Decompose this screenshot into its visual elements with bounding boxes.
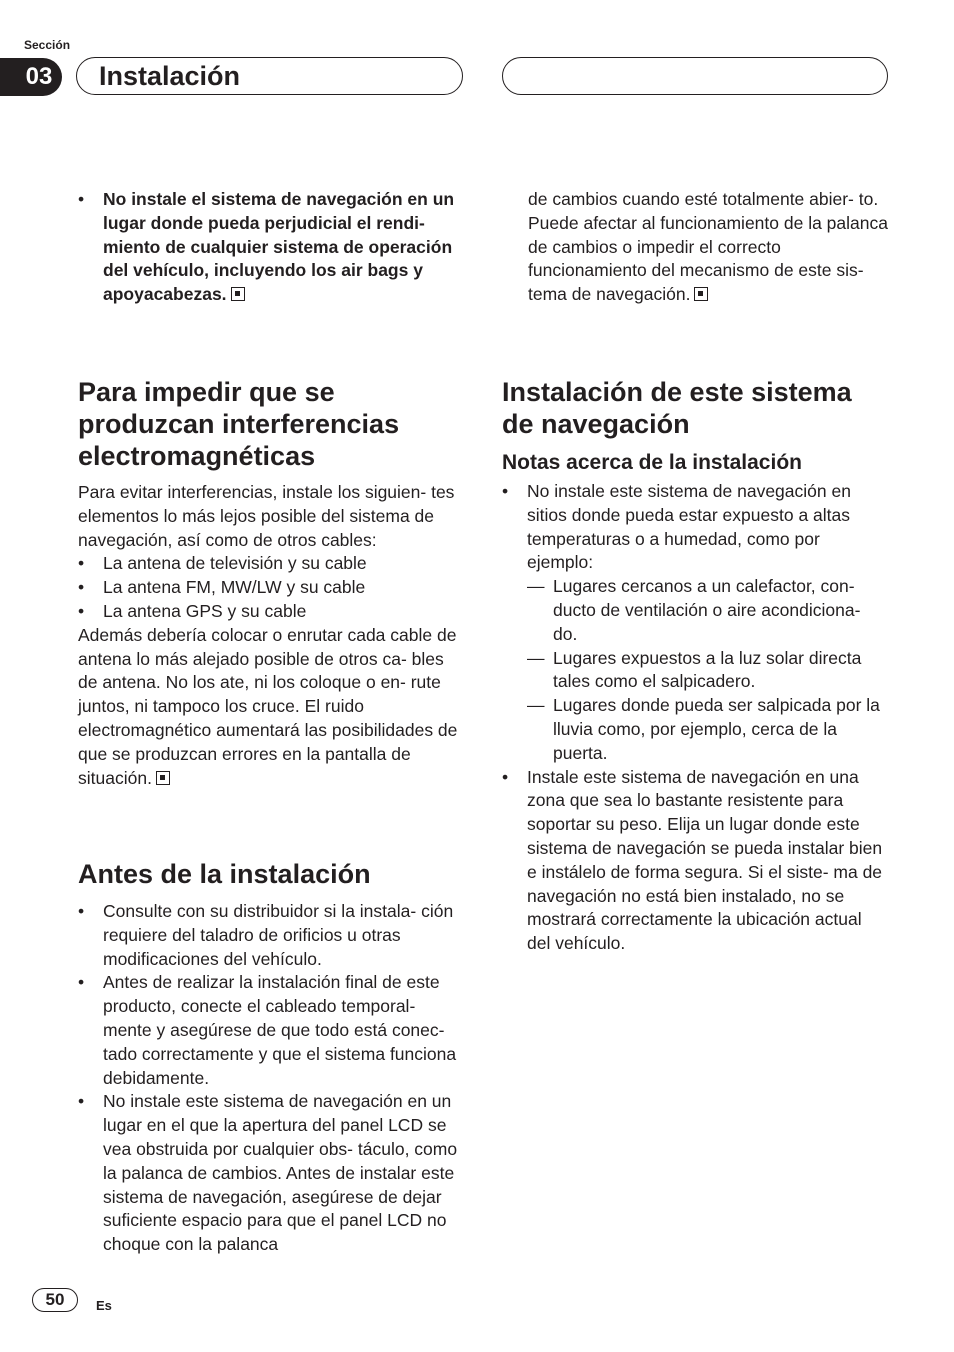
dash-glyph: —	[527, 695, 545, 716]
install-section	[502, 376, 888, 956]
bullet-glyph: •	[502, 481, 509, 501]
language-code: Es	[96, 1298, 112, 1313]
list-item-text: No instale este sistema de navegación en un lugar en el que la apertura del panel LCD se vea obstruida por cualquier obs- táculo, como la palanca de cambios. Antes de instalar este sistema de navegación, asegúrese de dejar suficiente espacio para que el panel LCD no choque con la palanca	[103, 1091, 458, 1255]
end-mark-icon	[156, 771, 170, 785]
left-top-block	[78, 188, 464, 307]
sub-list-item-text: Lugares expuestos a la luz solar directa tales como el salpicadero.	[553, 647, 862, 692]
list-item	[502, 480, 888, 575]
sub-list-item	[502, 694, 888, 765]
interference-section	[78, 376, 464, 790]
sub-list-item-text: Lugares cercanos a un calefactor, con- ducto de ventilación o aire acondiciona- do.	[553, 576, 861, 644]
list-item-text: No instale este sistema de navegación en sitios donde pueda estar expuesto a altas temperaturas o a humedad, como por ejemplo:	[527, 481, 851, 573]
bullet-glyph: •	[78, 553, 85, 574]
list-item-text: Instale este sistema de navegación en una zona que sea lo bastante resistente para soportar su peso. Elija un lugar donde este sistema de navegación se pueda instalar bien e instálelo de forma segura. Si el siste- ma de navegación no está bien instalado, no se mostrará correctamente la ubicación actual del vehículo.	[527, 766, 883, 954]
install-subheading: Notas acerca de la instalación	[502, 451, 802, 474]
list-item	[502, 766, 888, 956]
list-item-text: Consulte con su distribuidor si la instala- ción requiere del taladro de orificios u otras modificaciones del vehículo.	[103, 901, 454, 969]
list-item	[78, 900, 464, 971]
interference-closing: Además debería colocar o enrutar cada cable de antena lo más alejado posible de otros ca- bles de antena. No los ate, ni los coloque o en- rute juntos, ni tampoco los cruce. El ruido electromagnético aumentará las posibilidades de que se produzcan errores en la pantalla de situación.	[78, 624, 458, 788]
bullet-glyph: •	[78, 600, 85, 621]
before-heading: Antes de la instalación	[78, 859, 371, 889]
sub-list-item	[502, 647, 888, 695]
dash-glyph: —	[527, 576, 545, 597]
continuation-text: de cambios cuando esté totalmente abier- to. Puede afectar al funcionamiento de la palanca de cambios o impedir el correcto funcionamiento del mecanismo de este sis- tema de navegación.	[528, 189, 888, 305]
list-item	[78, 1090, 464, 1257]
end-mark-icon	[694, 287, 708, 301]
list-item-text: La antena GPS y su cable	[103, 600, 307, 621]
install-heading: Instalación de este sistema de navegación	[502, 377, 852, 439]
bullet-glyph: •	[78, 972, 85, 993]
right-top-block	[502, 188, 888, 307]
section-number-badge: 03	[0, 58, 62, 96]
section-label: Sección	[24, 38, 71, 52]
list-item	[78, 576, 464, 600]
list-item-text: Antes de realizar la instalación final de este producto, conecte el cableado temporal- mente y asegúrese de que todo está conec- tado correctamente y que el sistema funciona debidamente.	[103, 972, 457, 1088]
list-item	[78, 971, 464, 1090]
sub-list-item-text: Lugares donde pueda ser salpicada por la lluvia como, por ejemplo, cerca de la puerta.	[553, 695, 880, 763]
bullet-glyph: •	[78, 1091, 85, 1112]
bullet-glyph: •	[78, 189, 85, 209]
sub-list-item	[502, 575, 888, 646]
section-title: Instalación	[76, 57, 463, 95]
list-item-text: La antena FM, MW/LW y su cable	[103, 577, 366, 598]
interference-heading: Para impedir que se produzcan interferencias electromagnéticas	[78, 377, 400, 471]
warning-text: No instale el sistema de navegación en un lugar donde pueda perjudicial el rendi- miento de cualquier sistema de operación del vehículo, incluyendo los air bags y apoyacabezas.	[103, 189, 455, 305]
bullet-glyph: •	[78, 577, 85, 598]
bullet-glyph: •	[502, 766, 509, 787]
list-item	[78, 600, 464, 624]
dash-glyph: —	[527, 647, 545, 668]
interference-intro: Para evitar interferencias, instale los siguien- tes elementos lo más lejos posible del sistema de navegación, así como de otros cables:	[78, 482, 455, 550]
bullet-glyph: •	[78, 901, 85, 921]
page-number: 50	[32, 1288, 78, 1312]
before-section	[78, 858, 464, 1257]
header-empty-box	[502, 57, 888, 95]
list-item	[78, 552, 464, 576]
end-mark-icon	[231, 287, 245, 301]
list-item-text: La antena de televisión y su cable	[103, 553, 367, 574]
list-item	[78, 188, 464, 307]
